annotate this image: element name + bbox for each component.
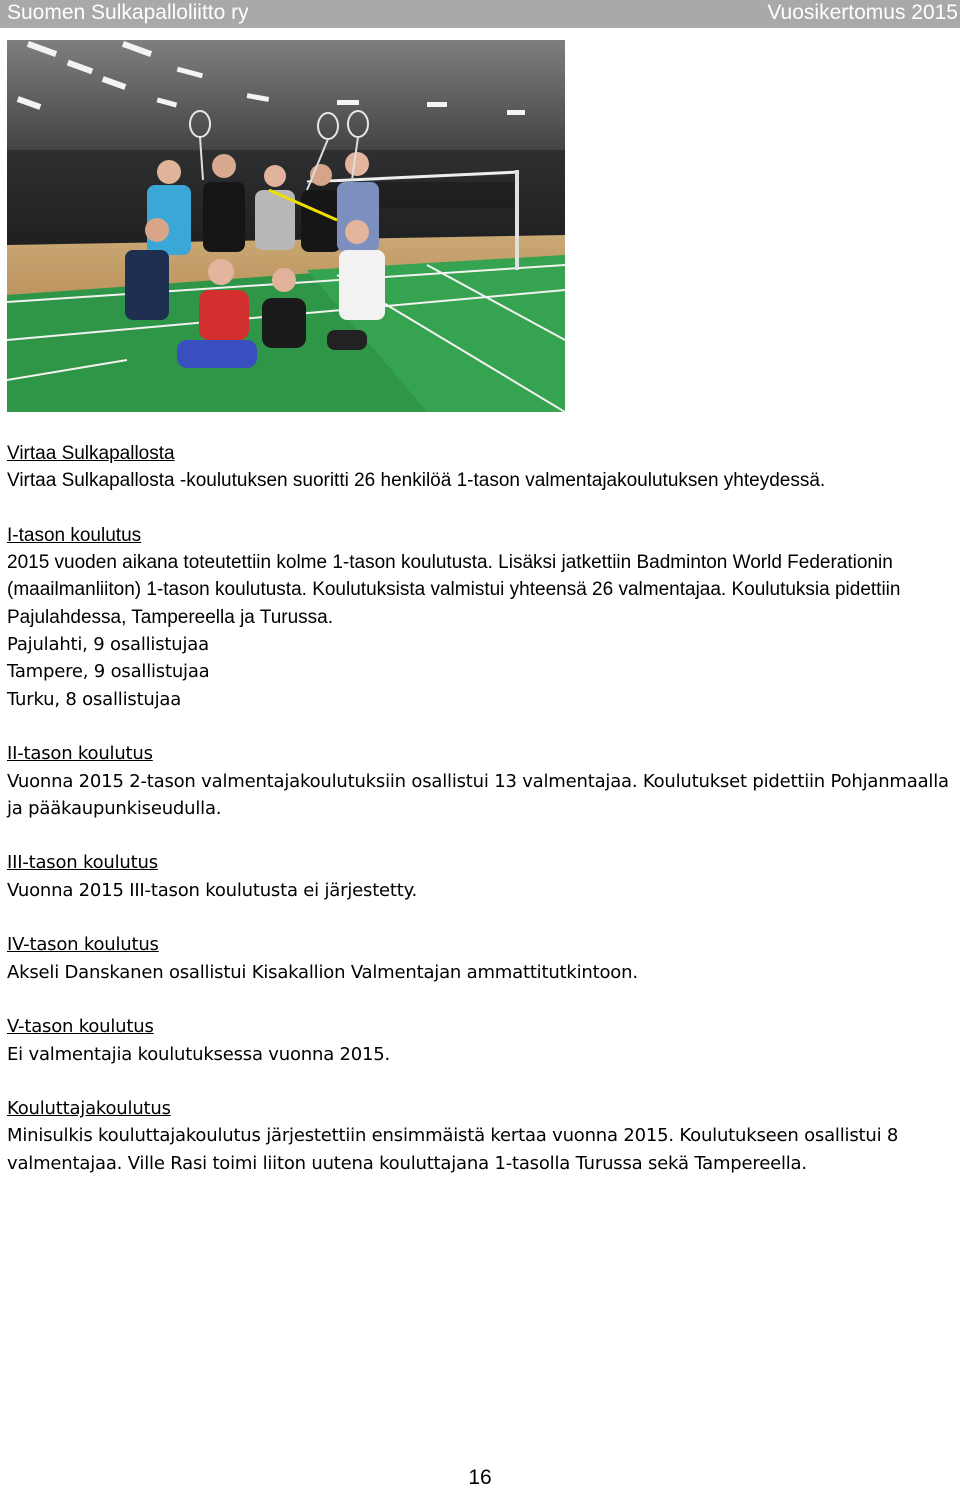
- badminton-hall-photo-icon: [7, 40, 565, 412]
- page-header: [0, 0, 960, 28]
- paragraph: Ei valmentajia koulutuksessa vuonna 2015.: [7, 1043, 391, 1065]
- list-item: Pajulahti, 9 osallistujaa: [7, 634, 209, 656]
- paragraph: 2015 vuoden aikana toteutettiin kolme 1-tason koulutusta. Lisäksi jatkettiin Badminton World Federationin (maailmanliiton) 1-tason koulutusta. Koulutuksista valmistui yhteensä 26 valmentajaa. Koulutuksia pidettiin Pajulahdessa, Tampereella ja Turussa.: [7, 552, 901, 628]
- header-report-title: Vuosikertomus 2015: [767, 1, 958, 24]
- section-iv-tason-koulutus: [7, 931, 957, 986]
- paragraph: Vuonna 2015 III-tason koulutusta ei järjestetty.: [7, 879, 418, 901]
- team-photo: [7, 40, 565, 412]
- paragraph: Vuonna 2015 2-tason valmentajakoulutuksiin osallistui 13 valmentajaa. Koulutukset pidettiin Pohjanmaalla ja pääkaupunkiseudulla.: [7, 770, 949, 819]
- section-kouluttajakoulutus: [7, 1095, 957, 1177]
- header-organization: Suomen Sulkapalloliitto ry: [7, 1, 249, 24]
- section-iii-tason-koulutus: [7, 849, 957, 904]
- list-item: Turku, 8 osallistujaa: [7, 688, 182, 710]
- section-heading: Kouluttajakoulutus: [7, 1098, 171, 1120]
- section-v-tason-koulutus: [7, 1013, 957, 1068]
- section-heading: Virtaa Sulkapallosta: [7, 443, 175, 464]
- section-virtaa-sulkapallosta: [7, 440, 957, 495]
- section-heading: II-tason koulutus: [7, 743, 153, 765]
- paragraph: Akseli Danskanen osallistui Kisakallion Valmentajan ammattitutkintoon.: [7, 961, 638, 983]
- section-heading: III-tason koulutus: [7, 852, 158, 874]
- paragraph: Virtaa Sulkapallosta -koulutuksen suoritti 26 henkilöä 1-tason valmentajakoulutuksen yhteydessä.: [7, 470, 826, 492]
- paragraph: Minisulkis kouluttajakoulutus järjestettiin ensimmäistä kertaa vuonna 2015. Koulutukseen osallistui 8 valmentajaa. Ville Rasi toimi liiton uutena kouluttajana 1-tasolla Turussa sekä Tampereella.: [7, 1125, 899, 1174]
- section-i-tason-koulutus: [7, 522, 957, 713]
- section-heading: I-tason koulutus: [7, 524, 142, 546]
- section-heading: IV-tason koulutus: [7, 934, 159, 956]
- list-item: Tampere, 9 osallistujaa: [7, 661, 210, 683]
- page-number: 16: [468, 1466, 492, 1489]
- section-heading: V-tason koulutus: [7, 1016, 154, 1038]
- document-body: [7, 440, 957, 1204]
- section-ii-tason-koulutus: [7, 740, 957, 822]
